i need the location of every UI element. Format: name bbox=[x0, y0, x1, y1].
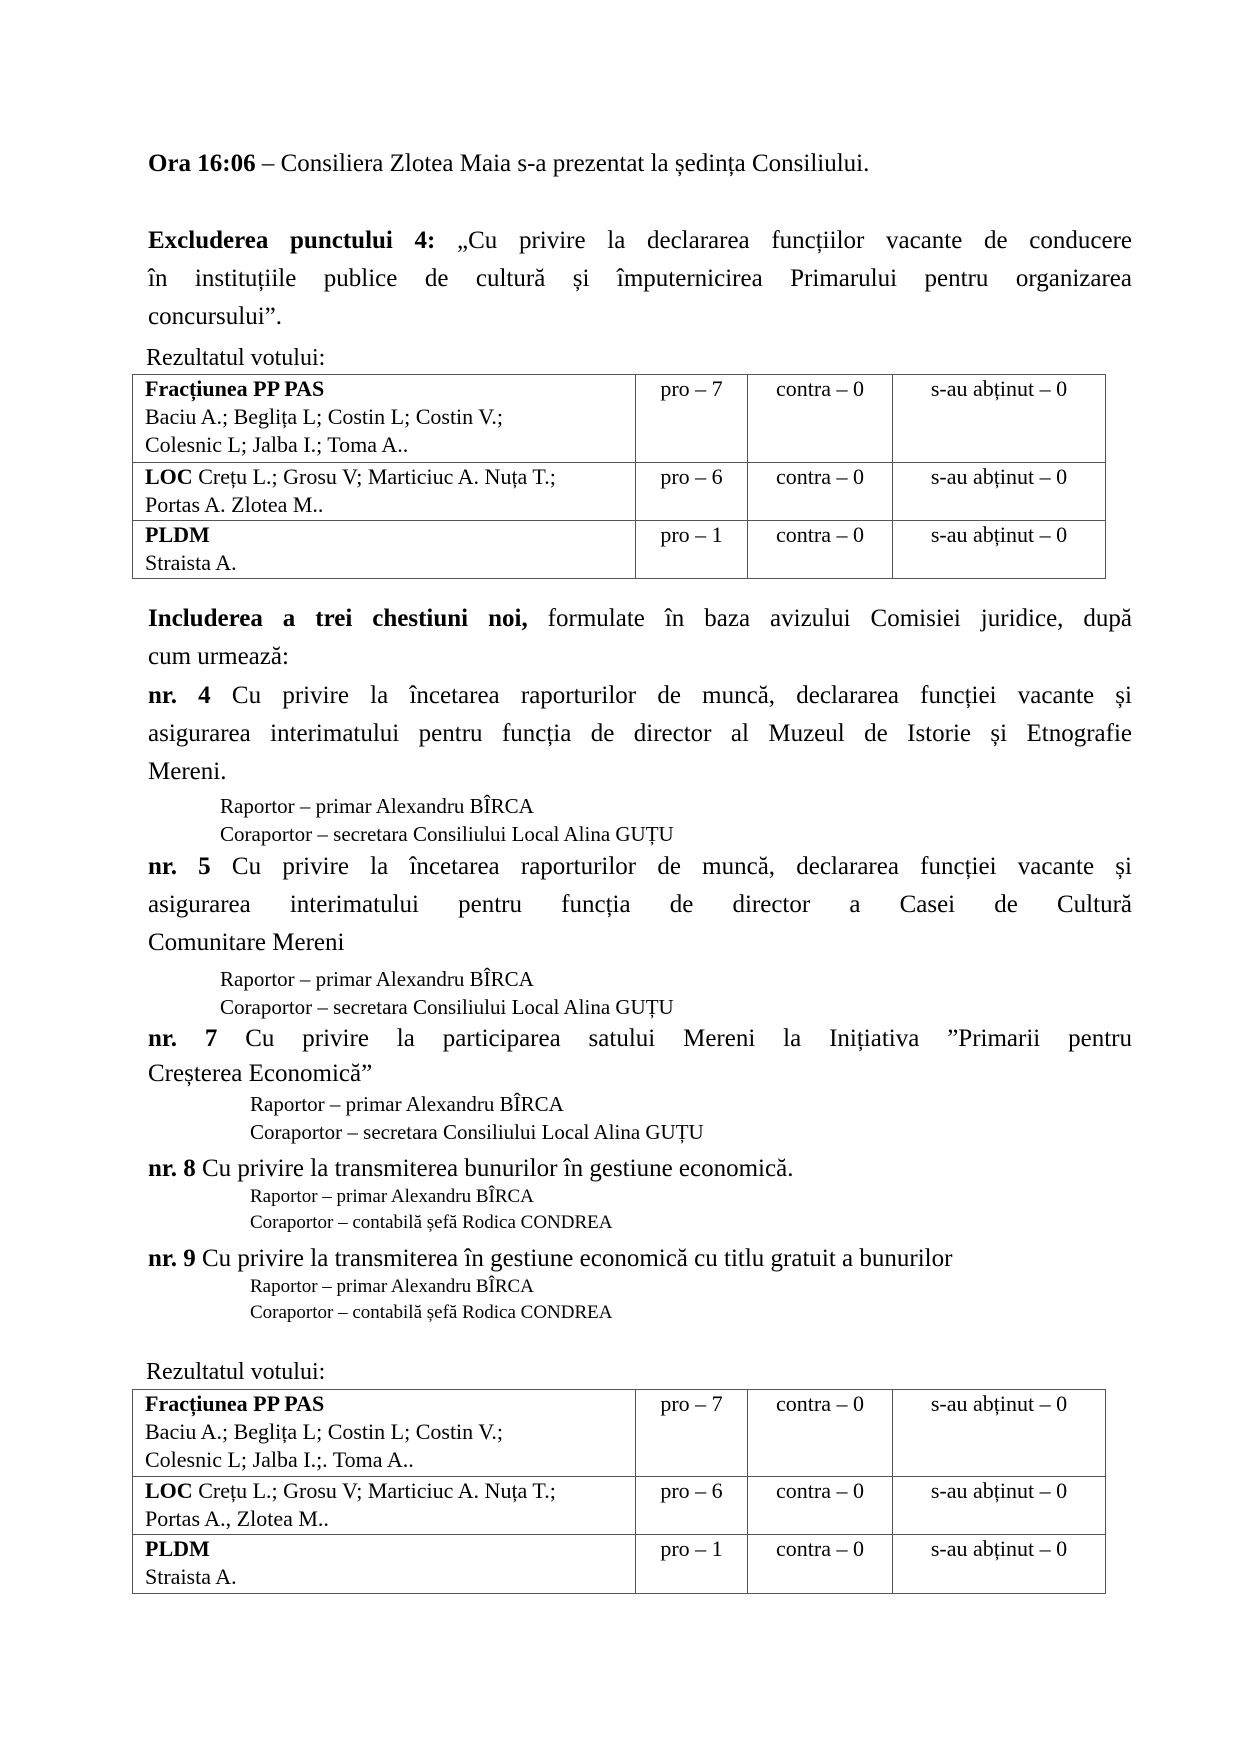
item-number: nr. 7 bbox=[148, 1025, 218, 1052]
raportor: Raportor – primar Alexandru BÎRCA bbox=[220, 967, 534, 991]
contra-cell: contra – 0 bbox=[748, 1477, 893, 1535]
group-cell: Fracțiunea PP PAS Baciu A.; Beglița L; Costin L; Costin V.; Colesnic L; Jalba I.;. Toma A.. bbox=[133, 1390, 636, 1477]
pro-cell: pro – 6 bbox=[636, 463, 748, 521]
pro-cell: pro – 1 bbox=[636, 521, 748, 579]
pro-cell: pro – 1 bbox=[636, 1535, 748, 1594]
raportor: Raportor – primar Alexandru BÎRCA bbox=[220, 794, 534, 818]
contra-cell: contra – 0 bbox=[748, 375, 893, 463]
arrival-text: – Consiliera Zlotea Maia s-a prezentat la ședința Consiliului. bbox=[255, 150, 870, 177]
arrival-note bbox=[148, 145, 869, 183]
abstain-cell: s-au abținut – 0 bbox=[893, 1390, 1106, 1477]
contra-cell: contra – 0 bbox=[748, 521, 893, 579]
group-cell: LOC Crețu L.; Grosu V; Marticiuc A. Nuța T.; Portas A., Zlotea M.. bbox=[133, 1477, 636, 1535]
abstain-cell: s-au abținut – 0 bbox=[893, 1477, 1106, 1535]
raportor: Raportor – primar Alexandru BÎRCA bbox=[250, 1276, 534, 1297]
item-number: nr. 8 bbox=[148, 1155, 196, 1182]
inclusion-line-2: cum urmează: bbox=[148, 643, 289, 670]
pro-cell: pro – 6 bbox=[636, 1477, 748, 1535]
coraportor: Coraportor – contabilă șefă Rodica CONDREA bbox=[250, 1212, 613, 1233]
raportor: Raportor – primar Alexandru BÎRCA bbox=[250, 1186, 534, 1207]
coraportor: Coraportor – secretara Consiliului Local Alina GUȚU bbox=[220, 995, 674, 1019]
vote-row bbox=[133, 521, 1106, 579]
group-cell: LOC Crețu L.; Grosu V; Marticiuc A. Nuța T.; Portas A. Zlotea M.. bbox=[133, 463, 636, 521]
vote-table-1 bbox=[132, 374, 1106, 579]
group-cell: Fracțiunea PP PAS Baciu A.; Beglița L; Costin L; Costin V.; Colesnic L; Jalba I.; Toma A.. bbox=[133, 375, 636, 463]
pro-cell: pro – 7 bbox=[636, 1390, 748, 1477]
item-number: nr. 9 bbox=[148, 1245, 196, 1272]
abstain-cell: s-au abținut – 0 bbox=[893, 375, 1106, 463]
vote-result-title-1: Rezultatul votului: bbox=[146, 345, 326, 371]
coraportor: Coraportor – secretara Consiliului Local Alina GUȚU bbox=[250, 1120, 704, 1144]
contra-cell: contra – 0 bbox=[748, 463, 893, 521]
group-cell: PLDM Straista A. bbox=[133, 1535, 636, 1594]
inclusion-label: Includerea a trei chestiuni noi, bbox=[148, 605, 528, 632]
vote-row bbox=[133, 1535, 1106, 1594]
exclusion-line-3: concursului”. bbox=[148, 303, 282, 330]
item-number: nr. 4 bbox=[148, 682, 211, 709]
item-number: nr. 5 bbox=[148, 853, 211, 880]
vote-row bbox=[133, 375, 1106, 463]
vote-row bbox=[133, 463, 1106, 521]
vote-result-title-2: Rezultatul votului: bbox=[146, 1359, 326, 1385]
abstain-cell: s-au abținut – 0 bbox=[893, 521, 1106, 579]
exclusion-label: Excluderea punctului 4: bbox=[148, 227, 436, 254]
vote-table-2 bbox=[132, 1389, 1106, 1594]
vote-row bbox=[133, 1477, 1106, 1535]
coraportor: Coraportor – secretara Consiliului Local Alina GUȚU bbox=[220, 822, 674, 846]
group-cell: PLDM Straista A. bbox=[133, 521, 636, 579]
contra-cell: contra – 0 bbox=[748, 1390, 893, 1477]
exclusion-line-2: în instituțiile publice de cultură și împuternicirea Primarului pentru organizarea bbox=[148, 265, 1132, 292]
exclusion-line-1: Excluderea punctului 4: „Cu privire la declararea funcțiilor vacante de conducere bbox=[148, 227, 1132, 254]
inclusion-line-1: Includerea a trei chestiuni noi, formulate în baza avizului Comisiei juridice, după bbox=[148, 605, 1132, 632]
raportor: Raportor – primar Alexandru BÎRCA bbox=[250, 1092, 564, 1116]
contra-cell: contra – 0 bbox=[748, 1535, 893, 1594]
abstain-cell: s-au abținut – 0 bbox=[893, 463, 1106, 521]
pro-cell: pro – 7 bbox=[636, 375, 748, 463]
coraportor: Coraportor – contabilă șefă Rodica CONDREA bbox=[250, 1302, 613, 1323]
abstain-cell: s-au abținut – 0 bbox=[893, 1535, 1106, 1594]
vote-row bbox=[133, 1390, 1106, 1477]
arrival-time: Ora 16:06 bbox=[148, 150, 256, 177]
